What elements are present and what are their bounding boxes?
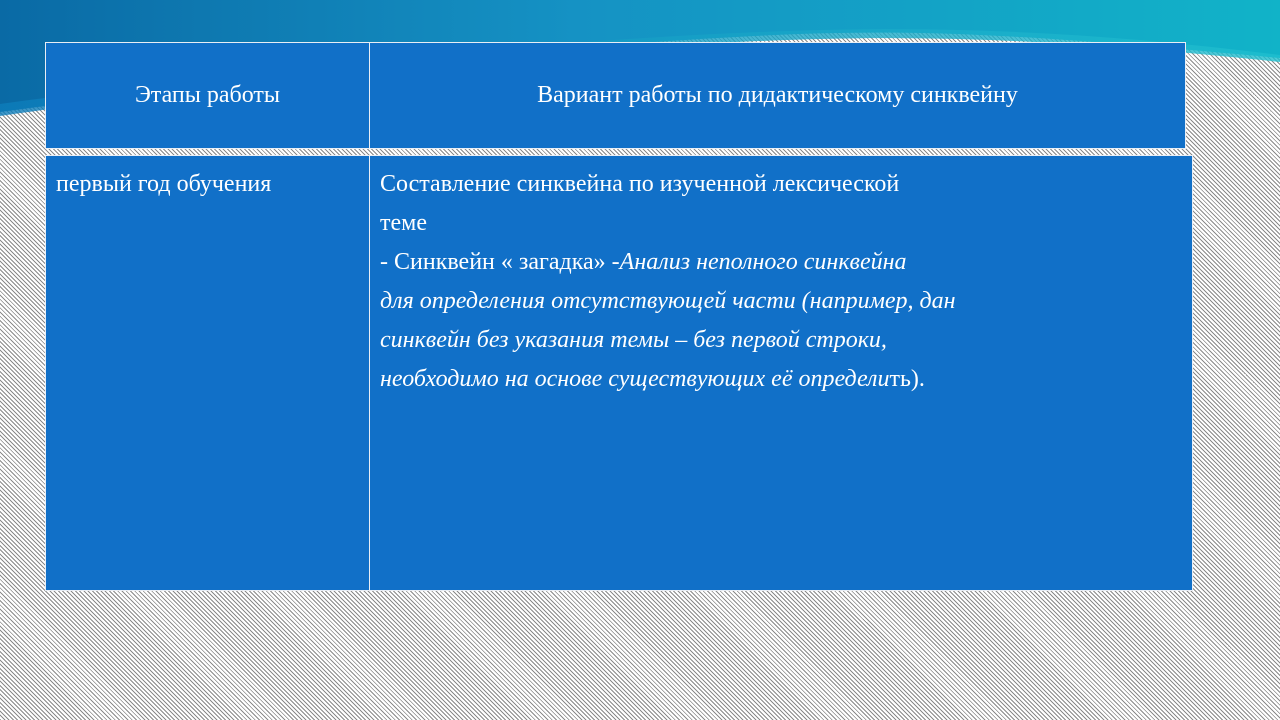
header-cell-stages: Этапы работы (134, 82, 281, 108)
header-cell-variant: Вариант работы по дидактическому синквейну (537, 82, 1018, 108)
table-header-row (45, 42, 1186, 149)
variant-line (380, 243, 1180, 282)
column-divider (369, 156, 370, 590)
variant-line: для определения отсутствующей части (например, дан (380, 288, 956, 314)
variant-text: ть). (889, 366, 925, 392)
variant-line: теме (380, 210, 427, 236)
variant-line: Составление синквейна по изученной лексической (380, 171, 900, 197)
variant-line: синквейн без указания темы – без первой строки, (380, 327, 887, 353)
content-table (45, 42, 1193, 591)
variant-italic-text: необходимо на основе существующих её определи (380, 366, 890, 392)
variant-text: - Синквейн « загадка» - (380, 249, 620, 275)
stage-cell: первый год обучения (56, 171, 272, 197)
variant-italic-text: Анализ неполного синквейна (619, 249, 907, 275)
table-row (45, 155, 1193, 591)
variant-cell (380, 165, 1180, 399)
variant-line (380, 360, 1180, 399)
